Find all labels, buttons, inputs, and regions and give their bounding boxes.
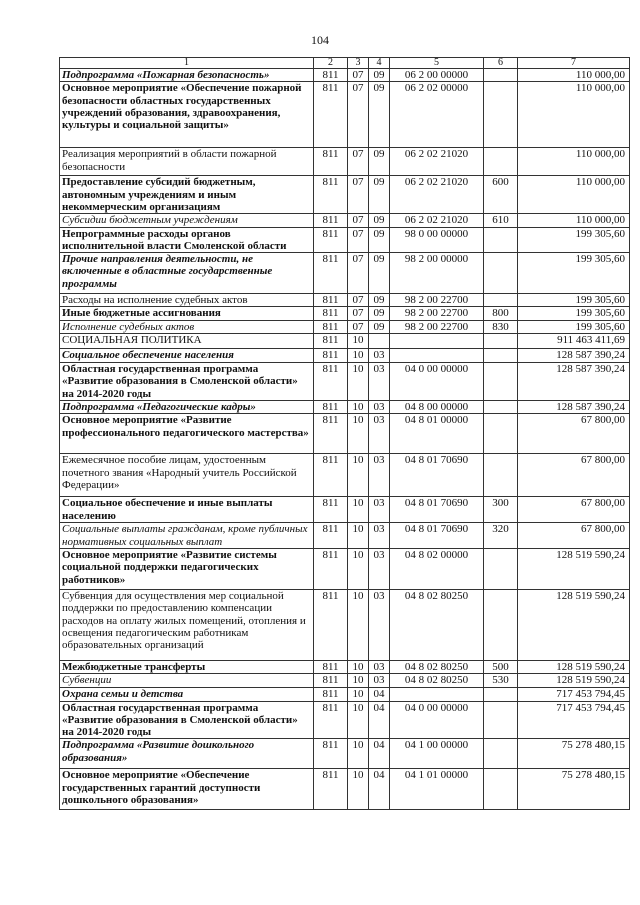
cell-amount: 128 587 390,24 — [518, 401, 630, 414]
cell-section: 10 — [348, 701, 369, 739]
cell-subsection: 03 — [369, 363, 390, 401]
cell-amount: 67 800,00 — [518, 414, 630, 454]
cell-section: 07 — [348, 69, 369, 82]
cell-section: 10 — [348, 349, 369, 363]
cell-amount: 67 800,00 — [518, 523, 630, 549]
cell-section: 10 — [348, 334, 369, 349]
cell-target-article: 98 2 00 22700 — [390, 294, 484, 307]
table-row — [60, 227, 630, 253]
cell-section: 07 — [348, 214, 369, 227]
table-row — [60, 414, 630, 454]
cell-target-article — [390, 334, 484, 349]
cell-expense-type — [484, 701, 518, 739]
cell-subsection: 03 — [369, 548, 390, 589]
table-row — [60, 214, 630, 227]
row-name: Подпрограмма «Пожарная безопасность» — [60, 69, 314, 82]
cell-subsection: 09 — [369, 320, 390, 333]
cell-ministry: 811 — [314, 320, 348, 333]
cell-section: 10 — [348, 454, 369, 497]
cell-ministry: 811 — [314, 401, 348, 414]
cell-expense-type — [484, 414, 518, 454]
cell-subsection: 09 — [369, 307, 390, 320]
table-row — [60, 454, 630, 497]
cell-target-article: 98 0 00 00000 — [390, 227, 484, 253]
cell-section: 07 — [348, 253, 369, 294]
cell-ministry: 811 — [314, 497, 348, 523]
cell-ministry: 811 — [314, 523, 348, 549]
page-number: 104 — [311, 33, 329, 47]
cell-expense-type: 530 — [484, 674, 518, 687]
cell-target-article: 06 2 02 21020 — [390, 176, 484, 214]
row-name: Основное мероприятие «Развитие системы социальной поддержки педагогических работников» — [60, 548, 314, 589]
table-row — [60, 523, 630, 549]
cell-amount: 75 278 480,15 — [518, 739, 630, 769]
row-name: Субвенция для осуществления мер социальной поддержки по предоставлению компенсации расходов на оплату жилых помещений, отопления и освещения педагогическим работникам образовательных организаций — [60, 589, 314, 660]
cell-amount: 128 519 590,24 — [518, 660, 630, 673]
cell-subsection: 09 — [369, 69, 390, 82]
cell-target-article: 04 0 00 00000 — [390, 701, 484, 739]
table-row — [60, 739, 630, 769]
cell-ministry: 811 — [314, 454, 348, 497]
cell-section: 07 — [348, 148, 369, 176]
row-name: Реализация мероприятий в области пожарной безопасности — [60, 148, 314, 176]
table-row — [60, 497, 630, 523]
cell-section: 10 — [348, 589, 369, 660]
table-row — [60, 363, 630, 401]
cell-section: 07 — [348, 176, 369, 214]
cell-amount: 110 000,00 — [518, 69, 630, 82]
row-name: Прочие направления деятельности, не включенные в областные государственные программы — [60, 253, 314, 294]
row-name: Основное мероприятие «Обеспечение государственных гарантий доступности дошкольного образования» — [60, 769, 314, 810]
cell-ministry: 811 — [314, 148, 348, 176]
cell-amount: 911 463 411,69 — [518, 334, 630, 349]
cell-amount: 110 000,00 — [518, 82, 630, 148]
cell-section: 10 — [348, 414, 369, 454]
row-name: Подпрограмма «Развитие дошкольного образования» — [60, 739, 314, 769]
cell-ministry: 811 — [314, 294, 348, 307]
cell-target-article: 04 8 02 80250 — [390, 589, 484, 660]
cell-expense-type — [484, 69, 518, 82]
cell-ministry: 811 — [314, 660, 348, 673]
cell-target-article: 04 8 02 00000 — [390, 548, 484, 589]
cell-subsection: 09 — [369, 148, 390, 176]
row-name: Предоставление субсидий бюджетным, автономным учреждениям и иным некоммерческим организациям — [60, 176, 314, 214]
cell-amount: 128 519 590,24 — [518, 548, 630, 589]
row-name: СОЦИАЛЬНАЯ ПОЛИТИКА — [60, 334, 314, 349]
cell-section: 10 — [348, 363, 369, 401]
row-name: Социальное обеспечение и иные выплаты населению — [60, 497, 314, 523]
cell-expense-type: 600 — [484, 176, 518, 214]
cell-expense-type: 500 — [484, 660, 518, 673]
cell-ministry: 811 — [314, 701, 348, 739]
header-cell: 4 — [369, 58, 390, 69]
cell-expense-type — [484, 82, 518, 148]
table-row — [60, 349, 630, 363]
cell-target-article: 04 8 01 00000 — [390, 414, 484, 454]
row-name: Субвенции — [60, 674, 314, 687]
row-name: Расходы на исполнение судебных актов — [60, 294, 314, 307]
cell-expense-type — [484, 589, 518, 660]
cell-amount: 75 278 480,15 — [518, 769, 630, 810]
row-name: Субсидии бюджетным учреждениям — [60, 214, 314, 227]
cell-expense-type — [484, 294, 518, 307]
cell-ministry: 811 — [314, 214, 348, 227]
table-row — [60, 294, 630, 307]
cell-amount: 110 000,00 — [518, 214, 630, 227]
cell-subsection: 04 — [369, 739, 390, 769]
cell-section: 07 — [348, 227, 369, 253]
cell-section: 10 — [348, 497, 369, 523]
cell-amount: 67 800,00 — [518, 454, 630, 497]
cell-subsection: 03 — [369, 523, 390, 549]
cell-section: 07 — [348, 320, 369, 333]
table-row — [60, 687, 630, 701]
cell-ministry: 811 — [314, 589, 348, 660]
cell-amount: 717 453 794,45 — [518, 687, 630, 701]
cell-target-article: 04 1 01 00000 — [390, 769, 484, 810]
cell-subsection: 04 — [369, 769, 390, 810]
cell-subsection: 04 — [369, 701, 390, 739]
cell-expense-type — [484, 687, 518, 701]
cell-target-article: 98 2 00 22700 — [390, 320, 484, 333]
cell-section: 10 — [348, 739, 369, 769]
table-row — [60, 320, 630, 333]
cell-ministry: 811 — [314, 176, 348, 214]
table-row — [60, 176, 630, 214]
cell-target-article: 98 2 00 00000 — [390, 253, 484, 294]
cell-section: 10 — [348, 769, 369, 810]
cell-ministry: 811 — [314, 82, 348, 148]
table-row — [60, 253, 630, 294]
cell-subsection: 09 — [369, 214, 390, 227]
cell-target-article: 04 8 01 70690 — [390, 454, 484, 497]
table-row — [60, 148, 630, 176]
cell-section: 10 — [348, 660, 369, 673]
cell-amount: 199 305,60 — [518, 320, 630, 333]
cell-subsection: 09 — [369, 82, 390, 148]
cell-expense-type: 830 — [484, 320, 518, 333]
cell-amount: 128 587 390,24 — [518, 363, 630, 401]
cell-expense-type: 320 — [484, 523, 518, 549]
cell-expense-type — [484, 148, 518, 176]
budget-table — [59, 57, 630, 810]
row-name: Основное мероприятие «Обеспечение пожарной безопасности областных государственных учреждений образования, здравоохранения, культуры и социальной защиты» — [60, 82, 314, 148]
cell-expense-type — [484, 253, 518, 294]
row-name: Областная государственная программа «Развитие образования в Смоленской области» на 2014-2020 годы — [60, 363, 314, 401]
cell-ministry: 811 — [314, 363, 348, 401]
cell-expense-type: 610 — [484, 214, 518, 227]
cell-ministry: 811 — [314, 414, 348, 454]
table-row — [60, 589, 630, 660]
cell-subsection: 03 — [369, 414, 390, 454]
cell-expense-type — [484, 548, 518, 589]
cell-section: 10 — [348, 401, 369, 414]
cell-subsection: 03 — [369, 454, 390, 497]
cell-amount: 110 000,00 — [518, 176, 630, 214]
cell-expense-type — [484, 769, 518, 810]
cell-expense-type — [484, 349, 518, 363]
cell-amount: 110 000,00 — [518, 148, 630, 176]
table-row — [60, 701, 630, 739]
table-row — [60, 674, 630, 687]
table-row — [60, 548, 630, 589]
cell-target-article: 06 2 00 00000 — [390, 69, 484, 82]
row-name: Исполнение судебных актов — [60, 320, 314, 333]
cell-subsection: 04 — [369, 687, 390, 701]
header-cell: 7 — [518, 58, 630, 69]
cell-subsection: 09 — [369, 176, 390, 214]
cell-subsection: 09 — [369, 294, 390, 307]
header-cell: 5 — [390, 58, 484, 69]
row-name: Областная государственная программа «Развитие образования в Смоленской области» на 2014-2020 годы — [60, 701, 314, 739]
header-cell: 3 — [348, 58, 369, 69]
table-row — [60, 334, 630, 349]
cell-expense-type — [484, 363, 518, 401]
cell-amount: 199 305,60 — [518, 227, 630, 253]
row-name: Иные бюджетные ассигнования — [60, 307, 314, 320]
cell-target-article: 04 8 00 00000 — [390, 401, 484, 414]
cell-expense-type — [484, 227, 518, 253]
cell-subsection: 03 — [369, 660, 390, 673]
cell-ministry: 811 — [314, 253, 348, 294]
cell-ministry: 811 — [314, 307, 348, 320]
cell-target-article — [390, 349, 484, 363]
row-name: Межбюджетные трансферты — [60, 660, 314, 673]
cell-section: 10 — [348, 548, 369, 589]
row-name: Охрана семьи и детства — [60, 687, 314, 701]
cell-target-article: 04 8 01 70690 — [390, 497, 484, 523]
cell-ministry: 811 — [314, 674, 348, 687]
cell-expense-type: 300 — [484, 497, 518, 523]
cell-target-article: 98 2 00 22700 — [390, 307, 484, 320]
cell-subsection: 03 — [369, 349, 390, 363]
table-row — [60, 69, 630, 82]
cell-ministry: 811 — [314, 69, 348, 82]
cell-section: 10 — [348, 674, 369, 687]
cell-ministry: 811 — [314, 548, 348, 589]
cell-subsection: 03 — [369, 497, 390, 523]
cell-target-article: 06 2 02 21020 — [390, 148, 484, 176]
cell-expense-type — [484, 334, 518, 349]
cell-section: 07 — [348, 307, 369, 320]
cell-ministry: 811 — [314, 349, 348, 363]
header-cell: 6 — [484, 58, 518, 69]
row-name: Ежемесячное пособие лицам, удостоенным почетного звания «Народный учитель Российской Федерации» — [60, 454, 314, 497]
cell-ministry: 811 — [314, 227, 348, 253]
header-row — [60, 58, 630, 69]
cell-amount: 128 587 390,24 — [518, 349, 630, 363]
cell-amount: 199 305,60 — [518, 253, 630, 294]
cell-subsection: 09 — [369, 253, 390, 294]
cell-subsection: 09 — [369, 227, 390, 253]
row-name: Подпрограмма «Педагогические кадры» — [60, 401, 314, 414]
table-row — [60, 769, 630, 810]
cell-expense-type — [484, 739, 518, 769]
cell-expense-type — [484, 454, 518, 497]
row-name: Социальное обеспечение населения — [60, 349, 314, 363]
cell-target-article: 04 0 00 00000 — [390, 363, 484, 401]
table-row — [60, 660, 630, 673]
table-row — [60, 401, 630, 414]
cell-amount: 67 800,00 — [518, 497, 630, 523]
cell-amount: 717 453 794,45 — [518, 701, 630, 739]
cell-target-article: 06 2 02 21020 — [390, 214, 484, 227]
cell-subsection — [369, 334, 390, 349]
cell-section: 10 — [348, 687, 369, 701]
cell-target-article: 06 2 02 00000 — [390, 82, 484, 148]
cell-subsection: 03 — [369, 674, 390, 687]
cell-ministry: 811 — [314, 687, 348, 701]
cell-section: 07 — [348, 82, 369, 148]
row-name: Социальные выплаты гражданам, кроме публичных нормативных социальных выплат — [60, 523, 314, 549]
cell-expense-type: 800 — [484, 307, 518, 320]
cell-subsection: 03 — [369, 401, 390, 414]
cell-section: 10 — [348, 523, 369, 549]
cell-ministry: 811 — [314, 739, 348, 769]
cell-amount: 199 305,60 — [518, 307, 630, 320]
cell-ministry: 811 — [314, 769, 348, 810]
row-name: Непрограммные расходы органов исполнительной власти Смоленской области — [60, 227, 314, 253]
cell-amount: 128 519 590,24 — [518, 674, 630, 687]
cell-ministry: 811 — [314, 334, 348, 349]
cell-target-article: 04 1 00 00000 — [390, 739, 484, 769]
cell-section: 07 — [348, 294, 369, 307]
table-row — [60, 82, 630, 148]
header-cell: 1 — [60, 58, 314, 69]
cell-amount: 128 519 590,24 — [518, 589, 630, 660]
cell-target-article: 04 8 02 80250 — [390, 674, 484, 687]
cell-expense-type — [484, 401, 518, 414]
cell-target-article — [390, 687, 484, 701]
table-row — [60, 307, 630, 320]
cell-subsection: 03 — [369, 589, 390, 660]
header-cell: 2 — [314, 58, 348, 69]
cell-target-article: 04 8 02 80250 — [390, 660, 484, 673]
cell-target-article: 04 8 01 70690 — [390, 523, 484, 549]
row-name: Основное мероприятие «Развитие профессионального педагогического мастерства» — [60, 414, 314, 454]
cell-amount: 199 305,60 — [518, 294, 630, 307]
